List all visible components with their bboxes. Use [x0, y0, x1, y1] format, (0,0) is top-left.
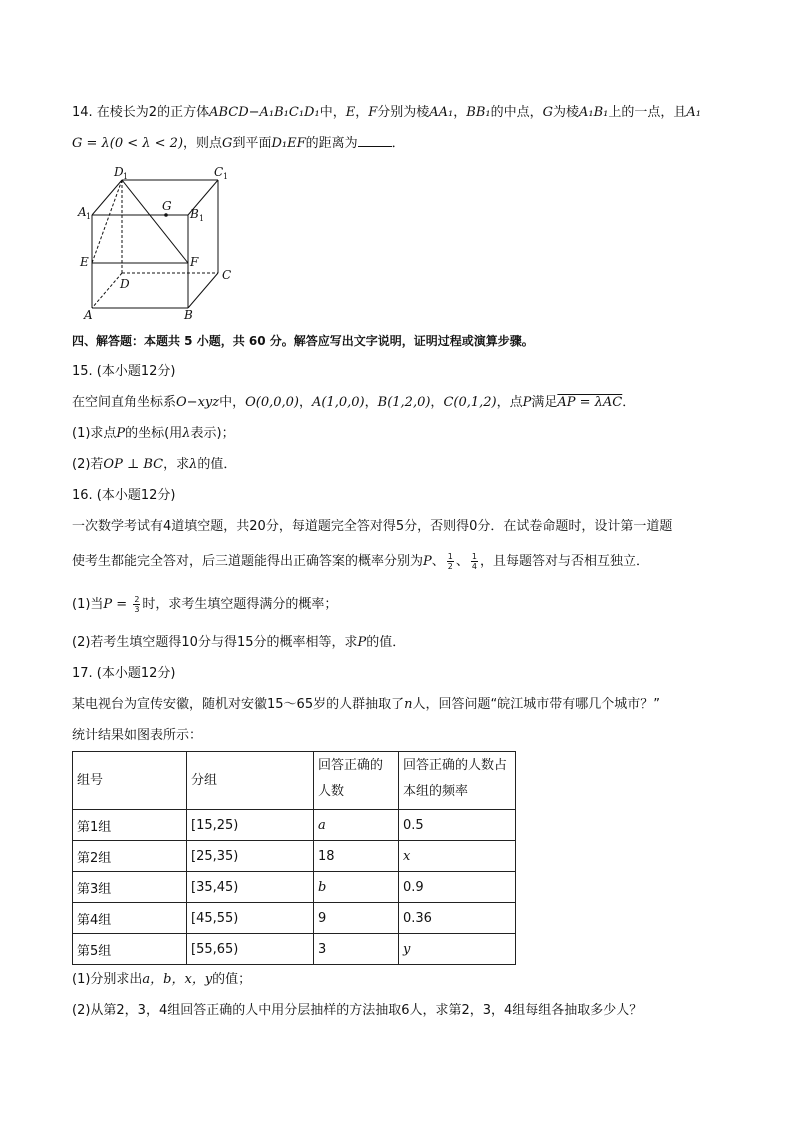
- label-d1: D: [114, 165, 124, 179]
- q14-point-g: G: [222, 136, 233, 151]
- q17-line2: 统计结果如图表所示：: [72, 728, 203, 743]
- q14-point-g: G: [542, 105, 554, 120]
- q15-text: 的坐标(用: [125, 426, 183, 441]
- table-cell: 第2组: [73, 841, 187, 872]
- q15-math: C(0,1,2): [443, 395, 497, 410]
- q15-text: ．: [622, 395, 636, 410]
- q15-text: 满足: [531, 395, 558, 410]
- label-c: C: [222, 268, 232, 282]
- q15-math: B(1,2,0): [377, 395, 431, 410]
- q14-text: 中，: [319, 105, 346, 120]
- q15-text: 的值．: [197, 457, 237, 472]
- table-header-cell: 组号: [73, 752, 187, 810]
- q17-text: 某电视台为宣传安徽，随机对安徽15～65岁的人群抽取了: [72, 697, 405, 712]
- table-cell: [15,25): [187, 810, 314, 841]
- q16-math: P: [423, 554, 432, 569]
- q16-line2: [72, 552, 649, 571]
- q17-math: n: [404, 697, 413, 712]
- label-a1: A: [78, 205, 87, 219]
- table-cell: x: [399, 841, 516, 872]
- table-cell: [25,35): [187, 841, 314, 872]
- table-row: [73, 841, 516, 872]
- fraction: [471, 552, 478, 571]
- q15-text: 中，: [219, 395, 246, 410]
- statistics-table: [72, 751, 516, 965]
- q16-text: 、: [431, 554, 445, 569]
- q14-text: 的中点，: [490, 105, 543, 120]
- q15-part1: [72, 425, 235, 443]
- q14-text: 分别为棱: [377, 105, 430, 120]
- fraction-denominator: 3: [134, 605, 140, 614]
- label-sub: 1: [199, 214, 205, 223]
- q14-text: ，: [453, 105, 467, 120]
- fraction-numerator: 1: [447, 552, 453, 561]
- table-cell: 0.36: [399, 903, 516, 934]
- q14-edge-aa1: AA₁: [429, 105, 454, 120]
- label-b1: B: [190, 207, 199, 221]
- q14-text: 14. 在棱长为2的正方体: [72, 105, 210, 120]
- table-cell: 0.9: [399, 872, 516, 903]
- table-cell: 0.5: [399, 810, 516, 841]
- q15-vector-eq: AP = λAC: [557, 395, 623, 410]
- table-cell: [45,55): [187, 903, 314, 934]
- table-header-cell: 分组: [187, 752, 314, 810]
- q15-stem: [72, 394, 635, 412]
- table-row: [73, 903, 516, 934]
- table-cell: [35,45): [187, 872, 314, 903]
- q14-text: ．: [391, 136, 405, 151]
- label-sub: 1: [123, 172, 129, 181]
- q16-text: (2)若考生填空题得10分与得15分的概率相等，求: [72, 635, 358, 650]
- table-cell: 18: [314, 841, 399, 872]
- q14-cube-name: ABCD−A₁B₁C₁D₁: [209, 105, 320, 120]
- q15-text: ，: [364, 395, 378, 410]
- q17-text: (1)分别求出: [72, 972, 143, 987]
- q14-text: 为棱: [553, 105, 580, 120]
- q17-part1: [72, 971, 251, 989]
- label-e: E: [80, 255, 89, 269]
- label-sub: 1: [86, 212, 92, 221]
- q16-text: 、: [455, 554, 469, 569]
- q15-text: ，: [299, 395, 313, 410]
- answer-blank[interactable]: [358, 134, 392, 147]
- q15-text: ，: [430, 395, 444, 410]
- q14-point-e: E: [345, 105, 356, 120]
- table-cell: 第1组: [73, 810, 187, 841]
- q15-math: P: [116, 426, 126, 441]
- q17-line1: [72, 696, 660, 714]
- q17-text: 人，回答问题“皖江城市带有哪几个城市？”: [412, 697, 660, 712]
- q14-line1: [72, 104, 701, 122]
- fraction: [447, 552, 454, 571]
- q16-math: P =: [103, 597, 132, 612]
- table-header-cell: 回答正确的人数: [314, 752, 399, 810]
- q14-point-a1: A₁: [686, 105, 702, 120]
- q17-part2: (2)从第2，3，4组回答正确的人中用分层抽样的方法抽取6人，求第2，3，4组每组各抽取多少人？: [72, 1003, 643, 1018]
- table-cell: 第3组: [73, 872, 187, 903]
- q15-part2: [72, 456, 236, 474]
- label-a: A: [84, 308, 93, 322]
- q15-text: 表示)；: [190, 426, 235, 441]
- label-d: D: [120, 277, 130, 291]
- q15-text: ，点: [496, 395, 523, 410]
- label-g: G: [162, 199, 172, 213]
- label-b: B: [184, 308, 193, 322]
- q16-text: (1)当: [72, 597, 104, 612]
- table-cell: y: [399, 934, 516, 965]
- table-row: [73, 810, 516, 841]
- q14-text: 的距离为: [305, 136, 358, 151]
- q14-edge-bb1: BB₁: [466, 105, 491, 120]
- table-cell: 9: [314, 903, 399, 934]
- q15-text: (2)若: [72, 457, 104, 472]
- q14-condition: G = λ(0 < λ < 2): [72, 136, 184, 151]
- label-c1: C: [214, 165, 224, 179]
- fraction-denominator: 4: [471, 562, 477, 571]
- q15-math: A(1,0,0): [312, 395, 365, 410]
- table-cell: 3: [314, 934, 399, 965]
- q15-math: O−xyz: [176, 395, 220, 410]
- q14-point-f: F: [368, 105, 378, 120]
- q16-part1: [72, 595, 337, 614]
- q16-part2: [72, 634, 405, 652]
- q14-text: ，: [355, 105, 369, 120]
- table-cell: a: [314, 810, 399, 841]
- label-f: F: [190, 255, 199, 269]
- table-header-cell: 回答正确的人数占本组的频率: [399, 752, 516, 810]
- q14-edge-a1b1: A₁B₁: [579, 105, 609, 120]
- q17-math: a，b，x，y: [142, 972, 213, 987]
- q15-math: O(0,0,0): [245, 395, 299, 410]
- q14-plane: D₁EF: [271, 136, 306, 151]
- q16-line1: 一次数学考试有4道填空题，共20分，每道题完全答对得5分，否则得0分．在试卷命题时，设计第一道题: [72, 519, 673, 534]
- q16-text: 使考生都能完全答对，后三道题能得出正确答案的概率分别为: [72, 554, 424, 569]
- q15-text: ，求: [163, 457, 190, 472]
- cube-figure: [72, 160, 242, 322]
- fraction-numerator: 1: [471, 552, 477, 561]
- q15-math: P: [522, 395, 532, 410]
- table-cell: b: [314, 872, 399, 903]
- q15-math: λ: [182, 426, 191, 441]
- q15-title: 15. (本小题12分): [72, 364, 176, 379]
- table-row: [73, 934, 516, 965]
- table-cell: [55,65): [187, 934, 314, 965]
- fraction-numerator: 2: [134, 595, 140, 604]
- q16-text: 时，求考生填空题得满分的概率；: [142, 597, 338, 612]
- q14-text: 到平面: [232, 136, 272, 151]
- q16-text: 的值．: [366, 635, 406, 650]
- section-heading: 四、解答题：本题共 5 小题，共 60 分。解答应写出文字说明，证明过程或演算步骤。: [72, 334, 534, 348]
- table-header-row: [73, 752, 516, 810]
- q16-title: 16. (本小题12分): [72, 488, 176, 503]
- q15-text: 在空间直角坐标系: [72, 395, 177, 410]
- q16-math: P: [357, 635, 367, 650]
- q16-text: ，且每题答对与否相互独立．: [479, 554, 649, 569]
- q14-text: 上的一点，且: [608, 105, 687, 120]
- fraction: [133, 595, 140, 614]
- q14-line2: [72, 134, 405, 153]
- label-sub: 1: [223, 172, 229, 181]
- q15-math: OP ⊥ BC: [103, 457, 164, 472]
- q15-math: λ: [189, 457, 198, 472]
- fraction-denominator: 2: [447, 562, 453, 571]
- q17-text: 的值；: [212, 972, 252, 987]
- q14-text: ，则点: [183, 136, 223, 151]
- table-row: [73, 872, 516, 903]
- q17-title: 17. (本小题12分): [72, 666, 176, 681]
- table-cell: 第4组: [73, 903, 187, 934]
- table-cell: 第5组: [73, 934, 187, 965]
- q15-text: (1)求点: [72, 426, 117, 441]
